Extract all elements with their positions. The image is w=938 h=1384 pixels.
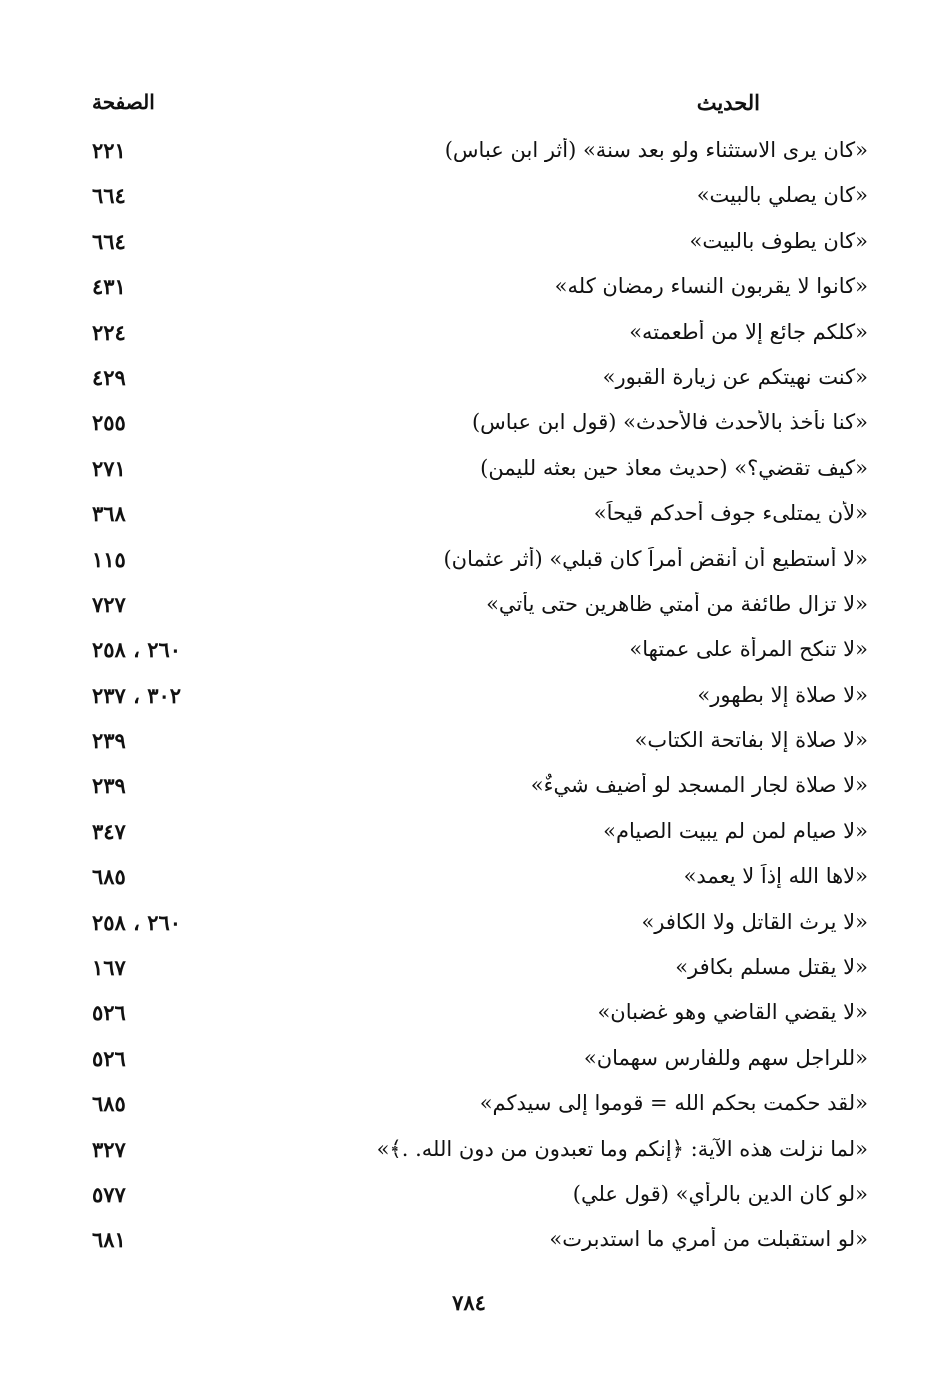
- page-reference: ٥٧٧: [92, 1181, 126, 1207]
- hadith-text: «لا صيام لمن لم يبيت الصيام»: [603, 818, 868, 843]
- page-reference: ٧٢٧: [92, 591, 126, 617]
- list-item: [92, 771, 868, 816]
- list-item: [92, 726, 868, 771]
- hadith-text: «كانوا لا يقربون النساء رمضان كله»: [554, 274, 868, 299]
- list-item: [92, 681, 868, 726]
- table-header: [92, 90, 868, 122]
- list-item: [92, 953, 868, 998]
- hadith-text: «للراجل سهم وللفارس سهمان»: [583, 1045, 868, 1070]
- page-reference: ١١٥: [92, 546, 126, 572]
- hadith-text: «لاها الله إذاً لا يعمد»: [683, 864, 868, 889]
- list-item: [92, 227, 868, 272]
- page-reference: ٢٣٩: [92, 728, 126, 754]
- page-number: ٧٨٤: [452, 1290, 486, 1315]
- page-reference: ٢٣٩: [92, 773, 126, 799]
- hadith-text: «كلكم جائع إلا من أطعمته»: [629, 319, 868, 344]
- page-reference: ٣٤٧: [92, 818, 126, 844]
- list-item: [92, 181, 868, 226]
- page-reference: ٢٦٠ ، ٢٥٨: [92, 637, 182, 663]
- list-item: [92, 1225, 868, 1270]
- page-reference: ٦٨١: [92, 1227, 126, 1253]
- list-item: [92, 908, 868, 953]
- page-reference: ٥٢٦: [92, 1000, 126, 1026]
- page-reference: ٣٠٢ ، ٢٣٧: [92, 682, 182, 708]
- hadith-text: «لما نزلت هذه الآية: ﴿إنكم وما تعبدون من دون الله. .﴾»: [376, 1136, 868, 1161]
- page-reference: ٢٧١: [92, 455, 126, 481]
- hadith-text: «لأن يمتلىء جوف أحدكم قيحاً»: [593, 501, 868, 526]
- hadith-text: «كيف تقضي؟» (حديث معاذ حين بعثه لليمن): [480, 455, 868, 480]
- hadith-text: «لا يقضي القاضي وهو غضبان»: [597, 1000, 868, 1025]
- page-reference: ٦٦٤: [92, 228, 126, 254]
- page-reference: ٢٢٤: [92, 319, 126, 345]
- list-item: [92, 408, 868, 453]
- list-item: [92, 136, 868, 181]
- list-item: [92, 1044, 868, 1089]
- page-reference: ٦٦٤: [92, 183, 126, 209]
- hadith-text: «لا صلاة إلا بطهور»: [697, 682, 868, 707]
- hadith-text: «لا صلاة إلا بفاتحة الكتاب»: [634, 728, 868, 753]
- list-item: [92, 590, 868, 635]
- list-item: [92, 635, 868, 680]
- list-item: [92, 998, 868, 1043]
- page-reference: ٤٣١: [92, 274, 126, 300]
- page-reference: ١٦٧: [92, 955, 126, 981]
- hadith-text: «كان يرى الاستثناء ولو بعد سنة» (أثر ابن عباس): [444, 138, 868, 162]
- page-reference: ٢٥٥: [92, 410, 126, 436]
- page-column-heading: الصفحة: [92, 90, 155, 114]
- hadith-text: «لو كان الدين بالرأي» (قول علي): [572, 1181, 868, 1206]
- list-item: [92, 363, 868, 408]
- page-reference: ٤٢٩: [92, 364, 126, 390]
- hadith-text: «لا يرث القاتل ولا الكافر»: [641, 909, 868, 934]
- hadith-text: «كنت نهيتكم عن زيارة القبور»: [602, 364, 868, 389]
- list-item: [92, 272, 868, 317]
- page-reference: ٣٦٨: [92, 501, 126, 527]
- page-reference: ٦٨٥: [92, 1091, 126, 1117]
- list-item: [92, 1180, 868, 1225]
- list-item: [92, 499, 868, 544]
- page-reference: ٣٢٧: [92, 1136, 126, 1162]
- page-reference: ٢٢١: [92, 138, 126, 163]
- hadith-text: «لا صلاة لجار المسجد لو أُضيف شيءٌ»: [530, 773, 868, 798]
- list-item: [92, 318, 868, 363]
- hadith-text: «لا يقتل مسلم بكافر»: [675, 955, 868, 980]
- list-item: [92, 862, 868, 907]
- page-reference: ٥٢٦: [92, 1045, 126, 1071]
- list-item: [92, 545, 868, 590]
- hadith-text: «لا تنكح المرأة على عمتها»: [629, 637, 868, 662]
- page-reference: ٢٦٠ ، ٢٥٨: [92, 909, 182, 935]
- hadith-column-heading: الحديث: [696, 90, 760, 115]
- hadith-text: «كنا نأخذ بالأحدث فالأحدث» (قول ابن عباس): [471, 410, 868, 435]
- list-item: [92, 454, 868, 499]
- hadith-text: «كان يصلي بالبيت»: [696, 183, 868, 208]
- list-item: [92, 1089, 868, 1134]
- hadith-text: «لقد حكمت بحكم الله = قوموا إلى سيدكم»: [479, 1091, 868, 1116]
- page-reference: ٦٨٥: [92, 864, 126, 890]
- hadith-text: «كان يطوف بالبيت»: [689, 228, 868, 253]
- list-item: [92, 1135, 868, 1180]
- hadith-text: «لو استقبلت من أمري ما استدبرت»: [549, 1227, 868, 1252]
- hadith-index-list: [92, 136, 868, 1271]
- hadith-text: «لا أستطيع أن أنقض أمراً كان قبلي» (أثر عثمان): [443, 546, 868, 571]
- hadith-text: «لا تزال طائفة من أمتي ظاهرين حتى يأتي»: [486, 591, 868, 616]
- list-item: [92, 817, 868, 862]
